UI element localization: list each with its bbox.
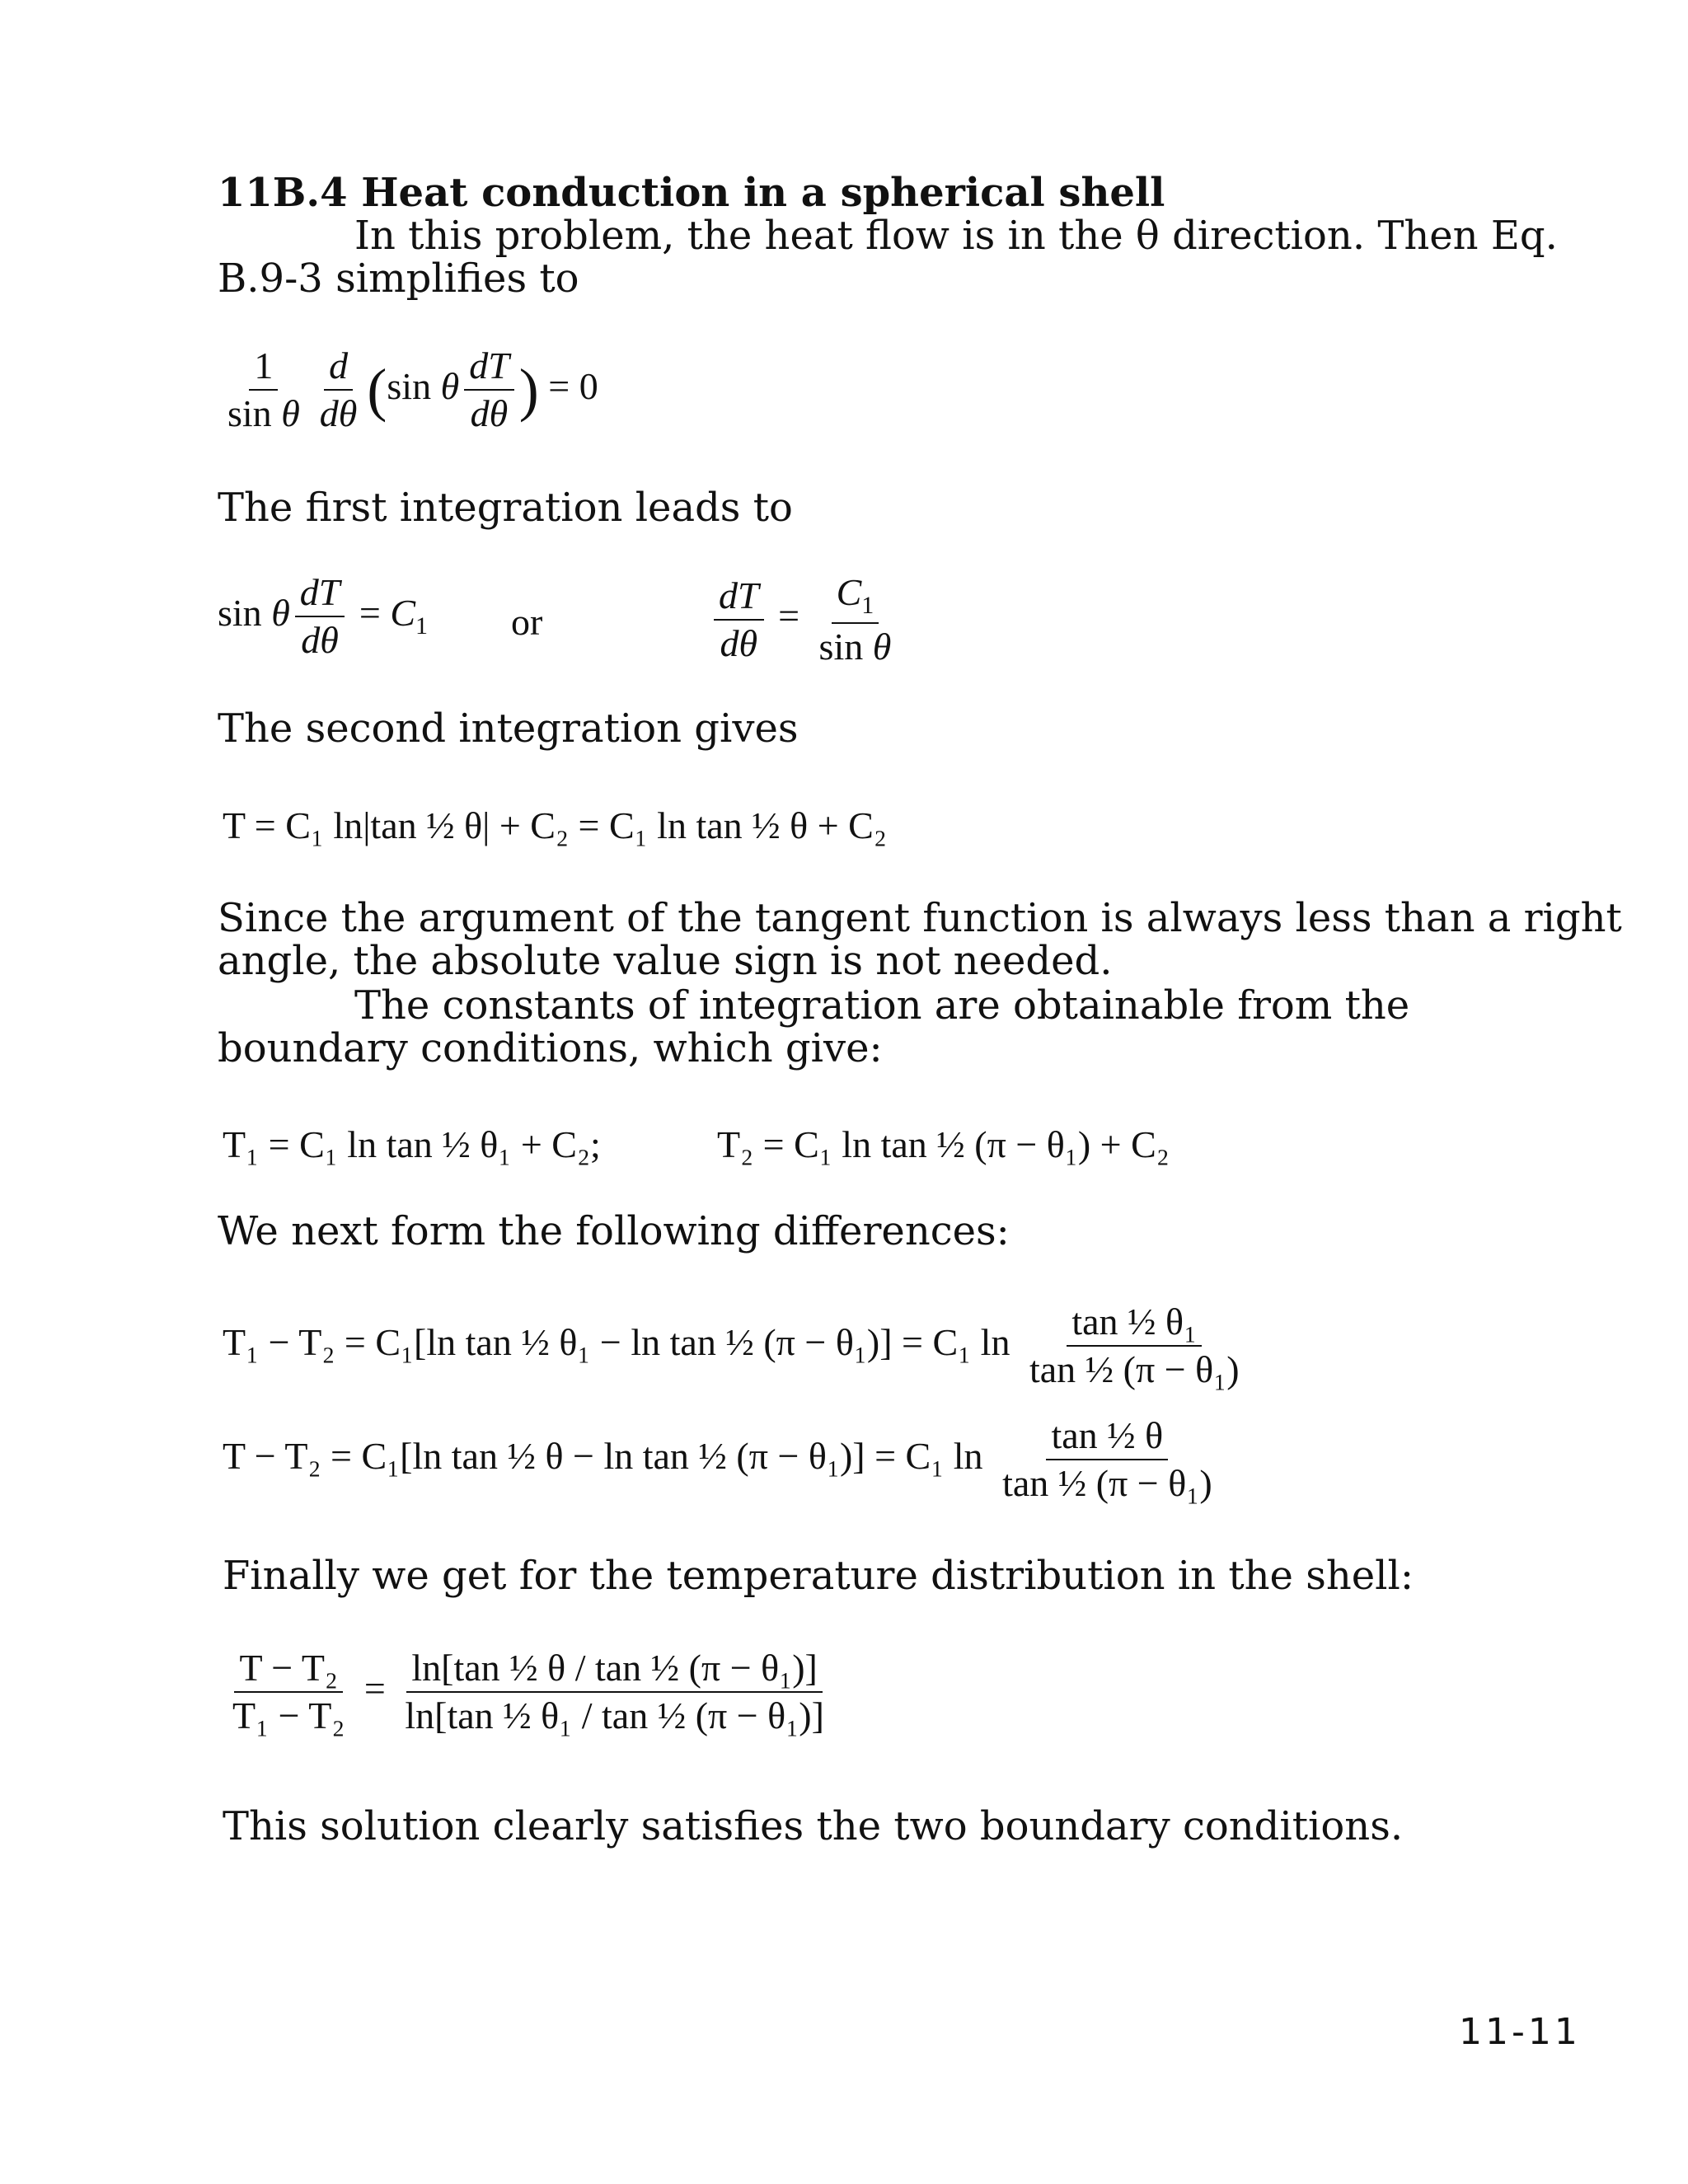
equation-final-lhs-num: T − T₂ [234,1648,343,1693]
equation-difference-2-lhs: T − T₂ = C₁[ln tan ½ θ − ln tan ½ (π − θ₁)] = C₁ ln [223,1434,983,1477]
equation-final-rhs-num: ln[tan ½ θ / tan ½ (π − θ₁)] [406,1648,823,1693]
equation-final-lhs-den: T₁ − T₂ [232,1694,345,1737]
section-heading [218,170,1165,216]
paragraph-intro-1: In this problem, the heat flow is in the θ direction. Then Eq. [354,213,1558,259]
section-number: 11B.4 [218,170,348,216]
paragraph-tangent-1: Since the argument of the tangent function is always less than a right [218,895,1622,941]
paragraph-second-integration: The second integration gives [218,705,799,752]
equation-difference-1-lhs: T₁ − T₂ = C₁[ln tan ½ θ₁ − ln tan ½ (π − θ₁)] = C₁ ln [223,1320,1010,1363]
equation-difference-1-num: tan ½ θ₁ [1067,1302,1202,1347]
equation-general-solution: T = C₁ ln|tan ½ θ| + C₂ = C₁ ln tan ½ θ + C₂ [223,804,887,846]
equation-boundary-1: T₁ = C₁ ln tan ½ θ₁ + C₂; [223,1123,601,1165]
equation-boundary-2: T₂ = C₁ ln tan ½ (π − θ₁) + C₂ [717,1123,1170,1165]
equation-first-integral-alt: $\frac{dT}{d\theta}$ = $\frac{C_1}{\text{sin θ}}$ [709,573,901,667]
equation-ode-rhs: = 0 [548,364,598,407]
equation-difference-2-num: tan ½ θ [1046,1416,1168,1460]
equation-difference-1 [223,1302,1250,1390]
paragraph-finally: Finally we get for the temperature distribution in the shell: [223,1553,1414,1599]
equation-or: or [511,601,543,643]
paragraph-differences: We next form the following differences: [218,1208,1010,1254]
page-number: 11-11 [1459,2011,1581,2053]
equation-difference-1-den: tan ½ (π − θ₁) [1029,1348,1240,1391]
paragraph-intro-2: B.9-3 simplifies to [218,255,579,302]
equation-difference-2-den: tan ½ (π − θ₁) [1002,1462,1212,1505]
equation-first-integral: sin θ $\frac{dT}{d\theta}$ = $C_1$ [218,571,429,662]
section-title: Heat conduction in a spherical shell [361,170,1165,216]
equation-final-rhs-den: ln[tan ½ θ₁ / tan ½ (π − θ₁)] [405,1694,824,1737]
paragraph-conclusion: This solution clearly satisfies the two boundary conditions. [223,1803,1404,1849]
equation-ode: $\frac{1}{\text{sin θ}}$ $\frac{d}{d\theta}$ (sin θ $\frac{dT}{d\theta}$ ) = 0 [227,344,598,435]
paragraph-first-integration: The first integration leads to [218,485,793,531]
paragraph-tangent-2: angle, the absolute value sign is not needed. [218,938,1113,984]
paragraph-constants-2: boundary conditions, which give: [218,1025,883,1071]
equation-difference-2 [223,1416,1222,1504]
paragraph-constants-1: The constants of integration are obtainable from the [354,982,1410,1029]
equation-temperature-distribution: $\frac{\text{T − T₂}}{\text{T₁ − T₂}}$ = $\frac{\text{ln[tan ½ θ / tan ½ (π − θ₁)]}}{\text{ln[tan ½ θ₁ / tan ½ (π − θ₁)]}}$ [223,1648,834,1736]
